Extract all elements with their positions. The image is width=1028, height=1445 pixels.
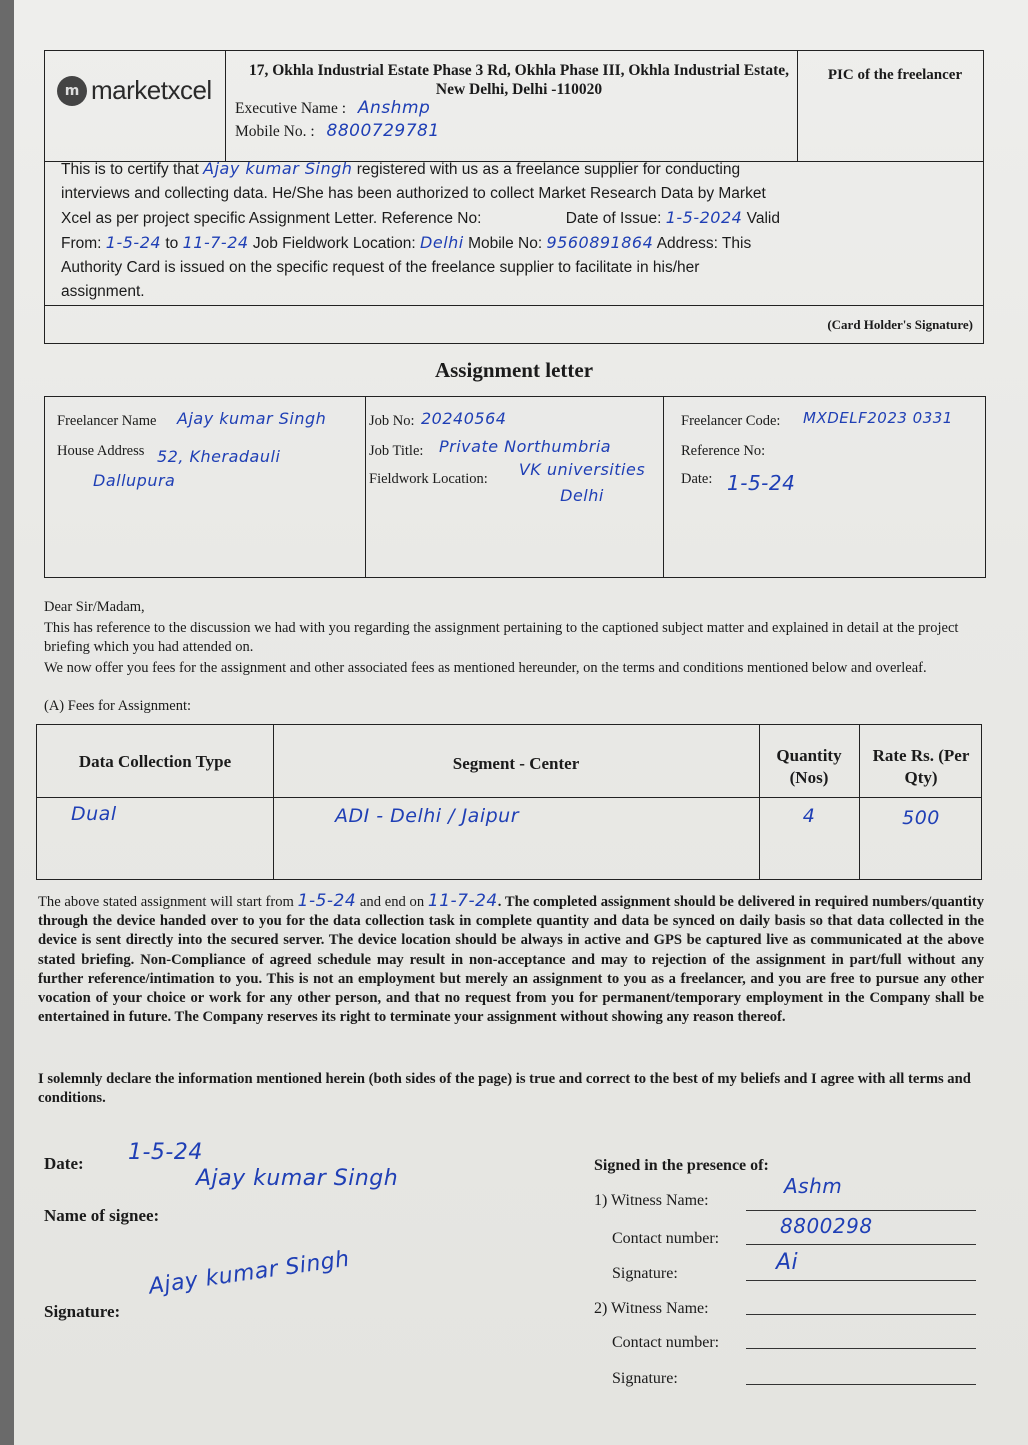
witness2-contact-label: Contact number: xyxy=(612,1334,720,1351)
cell-quantity: 4 xyxy=(802,805,816,827)
witness1-contact-value: 8800298 xyxy=(780,1214,873,1238)
cert-t2: registered with us as a freelance supplier for conducting interviews and collecting data. He/She has been authorized to collect Market Research Data by Market Xcel as per project specific Assignment Letter. Reference No: xyxy=(61,161,766,227)
declaration: I solemnly declare the information mentioned herein (both sides of the page) is true and correct to the best of my beliefs and I agree with all terms and conditions. xyxy=(38,1071,971,1106)
fees-heading: (A) Fees for Assignment: xyxy=(44,698,191,714)
card-holder-signature-label: (Card Holder's Signature) xyxy=(827,317,973,332)
cert-t3: Date of Issue: xyxy=(565,210,662,227)
witness1-contact-label: Contact number: xyxy=(612,1230,720,1247)
header-segment-center: Segment - Center xyxy=(452,754,580,773)
company-logo xyxy=(57,75,212,106)
witness1-signature-label: Signature: xyxy=(612,1265,678,1282)
signature-label: Signature: xyxy=(44,1302,121,1321)
freelancer-name-value: Ajay kumar Singh xyxy=(177,409,327,428)
cert-t4: Valid From: xyxy=(61,210,780,252)
signoff-date-label: Date: xyxy=(44,1154,84,1173)
signoff-date-value: 1-5-24 xyxy=(128,1140,203,1165)
terms-start-date: 1-5-24 xyxy=(297,891,357,911)
signee-signature: Ajay kumar Singh xyxy=(147,1246,352,1300)
assignment-details-box xyxy=(44,396,986,578)
pic-label: PIC of the freelancer xyxy=(827,67,963,83)
mobile-value: 8800729781 xyxy=(326,121,440,141)
cert-t8: Mobile No: xyxy=(468,235,543,252)
witness1-name-value: Ashm xyxy=(784,1174,843,1198)
cert-t9: Address: This Authority Card is issued on the specific request of the freelance supplier to facilitate in his/her assignment. xyxy=(61,235,752,300)
cert-t5: to xyxy=(165,235,179,252)
reference-no-label: Reference No: xyxy=(681,443,766,459)
terms-end-date: 11-7-24 xyxy=(427,891,498,911)
certificate-text xyxy=(61,157,781,304)
cert-t1: This is to certify that xyxy=(61,161,199,178)
letter-paragraph-1: This has reference to the discussion we had with you regarding the assignment pertaining to the captioned subject matter and explained in detail at the project briefing which you had attended on. xyxy=(44,620,959,655)
salutation: Dear Sir/Madam, xyxy=(44,599,145,615)
job-title-value: Private Northumbria xyxy=(439,437,612,456)
letter-paragraph-2: We now offer you fees for the assignment and other associated fees as mentioned hereunder, on the terms and conditions mentioned below and overleaf. xyxy=(44,660,927,676)
assignment-terms xyxy=(38,892,984,1027)
fieldwork-location-label: Fieldwork Location: xyxy=(369,471,488,487)
cert-mobile: 9560891864 xyxy=(546,233,654,252)
executive-name-value: Anshmp xyxy=(357,98,431,118)
date-label: Date: xyxy=(681,471,713,487)
header-quantity: Quantity (Nos) xyxy=(776,746,842,787)
signee-name-label: Name of signee: xyxy=(44,1206,160,1225)
cell-type: Dual xyxy=(71,803,117,825)
freelancer-name-label: Freelancer Name xyxy=(57,413,157,429)
cert-date-of-issue: 1-5-2024 xyxy=(665,208,743,227)
job-title-label: Job Title: xyxy=(369,443,424,459)
terms-start-mid: and end on xyxy=(359,894,425,910)
logo-text: marketxcel xyxy=(91,75,212,105)
assignment-title: Assignment letter xyxy=(434,358,594,382)
signed-presence-label: Signed in the presence of: xyxy=(594,1157,769,1174)
header-rate: Rate Rs. (Per Qty) xyxy=(872,746,970,787)
job-no-value: 20240564 xyxy=(421,409,507,428)
executive-details xyxy=(235,97,440,143)
cert-valid-from: 1-5-24 xyxy=(105,233,162,252)
cert-t7: Location: xyxy=(352,235,416,252)
signee-name-value: Ajay kumar Singh xyxy=(196,1166,399,1191)
cert-location: Delhi xyxy=(420,233,464,252)
witness1-name-label: 1) Witness Name: xyxy=(594,1192,709,1209)
cert-freelancer-name: Ajay kumar Singh xyxy=(203,159,353,178)
date-value: 1-5-24 xyxy=(727,471,796,495)
house-address-label: House Address xyxy=(57,443,145,459)
witness2-name-label: 2) Witness Name: xyxy=(594,1300,709,1317)
witness1-signature-value: Ai xyxy=(776,1250,799,1275)
fees-table xyxy=(36,724,982,880)
authority-card xyxy=(44,50,984,344)
header-data-collection-type: Data Collection Type xyxy=(78,752,232,771)
mobile-label: Mobile No. : xyxy=(235,123,315,140)
cell-rate: 500 xyxy=(902,807,940,829)
cert-valid-to: 11-7-24 xyxy=(182,233,249,252)
cell-segment: ADI - Delhi / Jaipur xyxy=(335,805,520,827)
freelancer-code-label: Freelancer Code: xyxy=(681,413,781,429)
cert-t6: Job Fieldwork xyxy=(252,235,349,252)
terms-start-pre: The above stated assignment will start from xyxy=(38,894,294,910)
logo-icon: m xyxy=(57,76,87,106)
job-no-label: Job No: xyxy=(369,413,415,429)
executive-name-label: Executive Name : xyxy=(235,100,347,117)
house-address-value: 52, Kheradauli Dallupura xyxy=(93,447,281,490)
witness2-signature-label: Signature: xyxy=(612,1370,678,1387)
fieldwork-location-value: VK universities Delhi xyxy=(518,460,646,505)
company-address: 17, Okhla Industrial Estate Phase 3 Rd, Okhla Phase III, Okhla Industrial Estate, New Delhi, Delhi -110020 xyxy=(248,62,790,98)
freelancer-code-value: MXDELF2023 0331 xyxy=(803,409,953,427)
terms-body: . The completed assignment should be delivered in required numbers/quantity through the device handed over to you for the data collection task in complete quantity and data be synced on daily basis so that data collected in the device is sent directly into the secured server. The device location should be always in active and GPS be captured live as communicated at the above stated briefing. Non-Compliance of agreed schedule may result in non-acceptance and may to rejection of the assignment in part/full without any further reference/intimation to you. This is not an employment but merely an assignment to you as a freelancer, and you are free to pursue any other vocation of your choice or work for any other person, and that no request from you for permanent/temporary employment in the Company shall be entertained in future. The Company reserves its right to terminate your assignment without showing any reason thereof. xyxy=(38,894,984,1026)
